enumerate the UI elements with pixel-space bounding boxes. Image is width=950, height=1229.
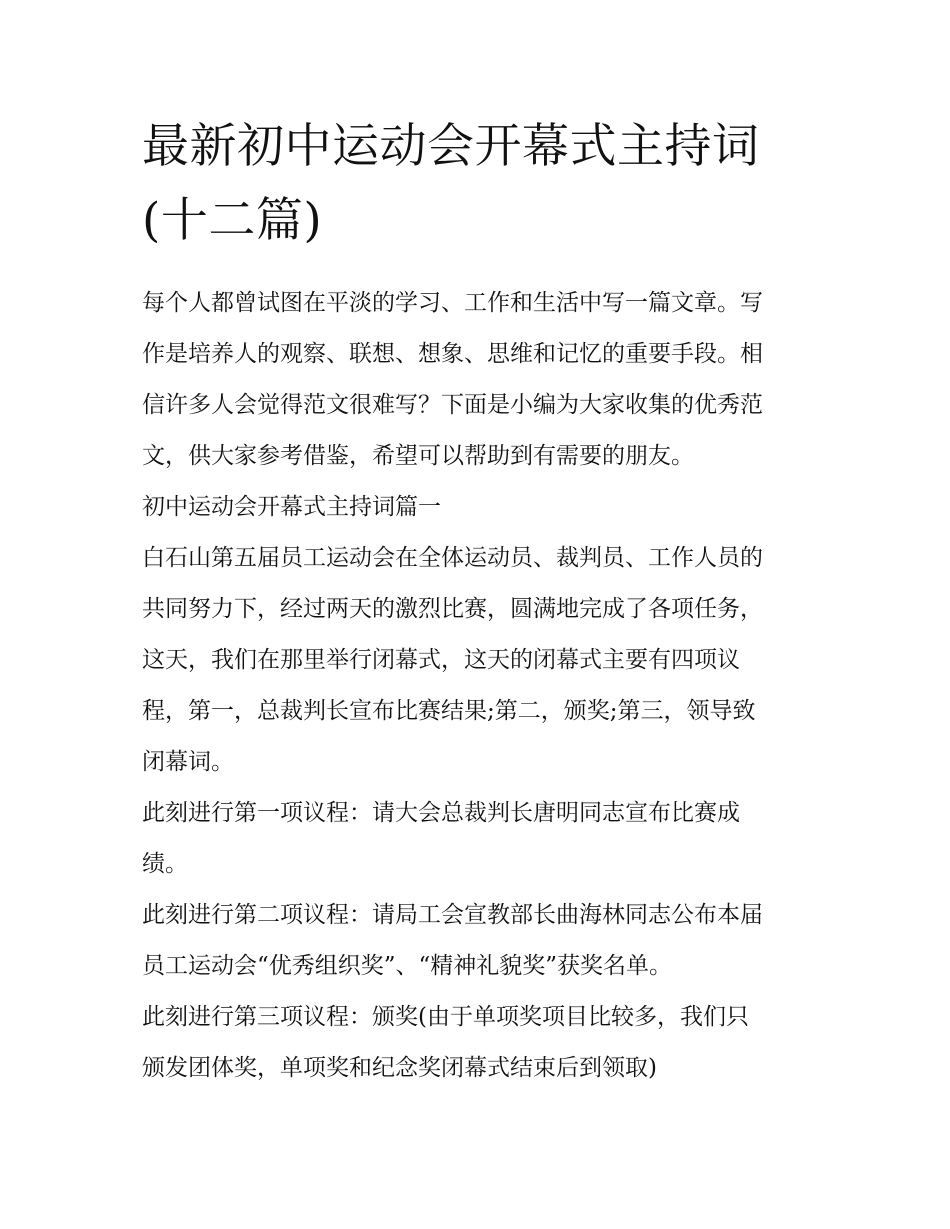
text-line: 员工运动会“优秀组织奖”、“精神礼貌奖”获奖名单。	[142, 953, 673, 979]
text-line: 此刻进行第二项议程：请局工会宣教部长曲海林同志公布本届	[142, 902, 763, 928]
body-paragraph	[142, 788, 822, 890]
text-line: 闭幕词。	[142, 749, 234, 775]
text-line: 这天，我们在那里举行闭幕式，这天的闭幕式主要有四项议	[142, 647, 740, 673]
title-line: 最新初中运动会开幕式主持词	[142, 119, 760, 174]
section-heading	[142, 482, 822, 533]
intro-paragraph	[142, 278, 822, 482]
body-paragraph	[142, 890, 822, 992]
text-line: 共同努力下，经过两天的激烈比赛，圆满地完成了各项任务，	[142, 596, 763, 622]
text-line: 此刻进行第三项议程：颁奖(由于单项奖项目比较多，我们只	[142, 1004, 749, 1030]
text-line: 文，供大家参考借鉴，希望可以帮助到有需要的朋友。	[142, 443, 694, 469]
text-line: 作是培养人的观察、联想、想象、思维和记忆的重要手段。相	[142, 341, 763, 367]
document-content	[142, 110, 822, 1094]
text-line: 初中运动会开幕式主持词篇一	[142, 494, 441, 520]
text-line: 程，第一，总裁判长宣布比赛结果;第二，颁奖;第三，领导致	[142, 698, 756, 724]
text-line: 此刻进行第一项议程：请大会总裁判长唐明同志宣布比赛成	[142, 800, 740, 826]
page-title	[142, 110, 822, 258]
text-line: 每个人都曾试图在平淡的学习、工作和生活中写一篇文章。写	[142, 290, 763, 316]
title-line: (十二篇)	[142, 193, 323, 248]
body-paragraph	[142, 992, 822, 1094]
body-text	[142, 278, 822, 1094]
body-paragraph	[142, 533, 822, 788]
text-line: 绩。	[142, 851, 188, 877]
text-line: 颁发团体奖，单项奖和纪念奖闭幕式结束后到领取)	[142, 1055, 657, 1081]
text-line: 信许多人会觉得范文很难写？下面是小编为大家收集的优秀范	[142, 392, 763, 418]
text-line: 白石山第五届员工运动会在全体运动员、裁判员、工作人员的	[142, 545, 763, 571]
